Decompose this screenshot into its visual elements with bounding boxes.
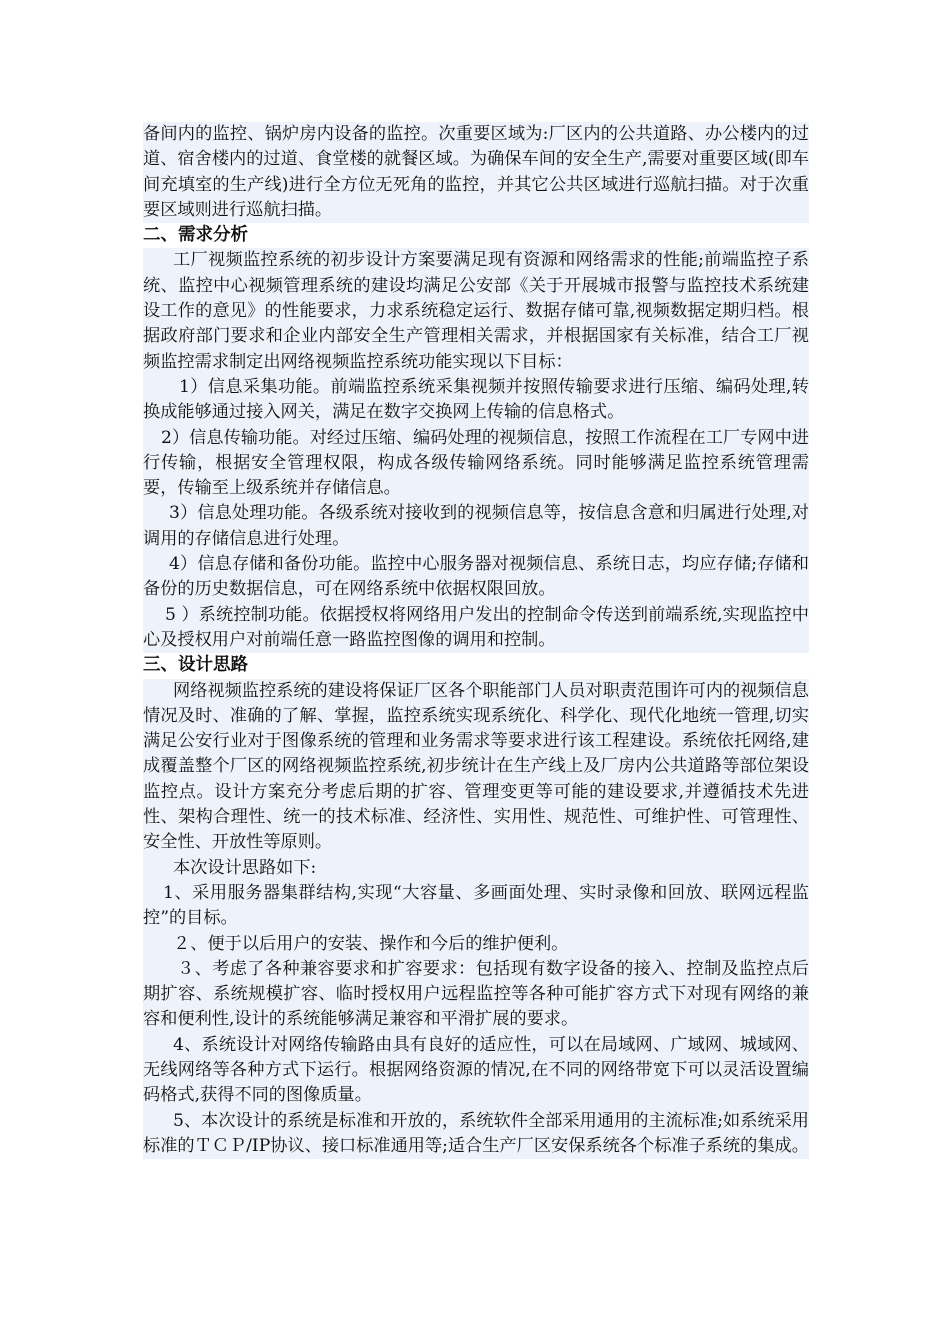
section-heading-requirements: 二、需求分析 [143, 225, 248, 246]
section-heading-design: 三、设计思路 [143, 655, 248, 676]
design-item-2: ２、便于以后用户的安装、操作和今后的维护便利。 [143, 932, 809, 957]
paragraph-design: 网络视频监控系统的建设将保证厂区各个职能部门人员对职责范围许可内的视频信息情况及时、准确的了解、掌握，监控系统实现系统化、科学化、现代化地统一管理,切实满足公安行业对于图像系统的管理和业务需求等要求进行该工程建设。系统依托网络,建成覆盖整个厂区的网络视频监控系统,初步统计在生产线上及厂房内公共道路等部位架设监控点。设计方案充分考虑后期的扩容、管理变更等可能的建设要求,并遵循技术先进性、架构合理性、统一的技术标准、经济性、实用性、规范性、可维护性、可管理性、安全性、开放性等原则。 [143, 679, 809, 856]
requirement-item-2: 2）信息传输功能。对经过压缩、编码处理的视频信息，按照工作流程在工厂专网中进行传输，根据安全管理权限，构成各级传输网络系统。同时能够满足监控系统管理需要，传输至上级系统并存储信息。 [143, 426, 809, 502]
design-item-3: ３、考虑了各种兼容要求和扩容要求：包括现有数字设备的接入、控制及监控点后期扩容、系统规模扩容、临时授权用户远程监控等各种可能扩容方式下对现有网络的兼容和便利性,设计的系统能够满足兼容和平滑扩展的要求。 [143, 957, 809, 1033]
design-item-5: 5、本次设计的系统是标准和开放的，系统软件全部采用通用的主流标准;如系统采用标准的ＴＣＰ/IP协议、接口标准通用等;适合生产厂区安保系统各个标准子系统的集成。 [143, 1109, 809, 1160]
requirement-item-4: 4）信息存储和备份功能。监控中心服务器对视频信息、系统日志，均应存储;存储和备份的历史数据信息，可在网络系统中依据权限回放。 [143, 552, 809, 603]
document-body [143, 122, 809, 1159]
requirement-item-5: 5 ）系统控制功能。依据授权将网络用户发出的控制命令传送到前端系统,实现监控中心及授权用户对前端任意一路监控图像的调用和控制。 [143, 603, 809, 654]
paragraph-requirements: 工厂视频监控系统的初步设计方案要满足现有资源和网络需求的性能;前端监控子系统、监控中心视频管理系统的建设均满足公安部《关于开展城市报警与监控技术系统建设工作的意见》的性能要求，力求系统稳定运行、数据存储可靠,视频数据定期归档。根据政府部门要求和企业内部安全生产管理相关需求，并根据国家有关标准，结合工厂视频监控需求制定出网络视频监控系统功能实现以下目标： [143, 248, 809, 374]
requirement-item-3: 3）信息处理功能。各级系统对接收到的视频信息等，按信息含意和归属进行处理,对调用的存储信息进行处理。 [143, 501, 809, 552]
design-item-1: 1、采用服务器集群结构,实现“大容量、多画面处理、实时录像和回放、联网远程监控”的目标。 [143, 881, 809, 932]
design-item-4: 4、系统设计对网络传输路由具有良好的适应性，可以在局域网、广域网、城域网、无线网络等各种方式下运行。根据网络资源的情况,在不同的网络带宽下可以灵活设置编码格式,获得不同的图像质量。 [143, 1033, 809, 1109]
paragraph-design-intro: 本次设计思路如下: [143, 856, 809, 881]
requirement-item-1: 1）信息采集功能。前端监控系统采集视频并按照传输要求进行压缩、编码处理,转换成能够通过接入网关，满足在数字交换网上传输的信息格式。 [143, 375, 809, 426]
paragraph-intro: 备间内的监控、锅炉房内设备的监控。次重要区域为:厂区内的公共道路、办公楼内的过道、宿舍楼内的过道、食堂楼的就餐区域。为确保车间的安全生产,需要对重要区域(即车间充填室的生产线)进行全方位无死角的监控，并其它公共区域进行巡航扫描。对于次重要区域则进行巡航扫描。 [143, 122, 809, 223]
